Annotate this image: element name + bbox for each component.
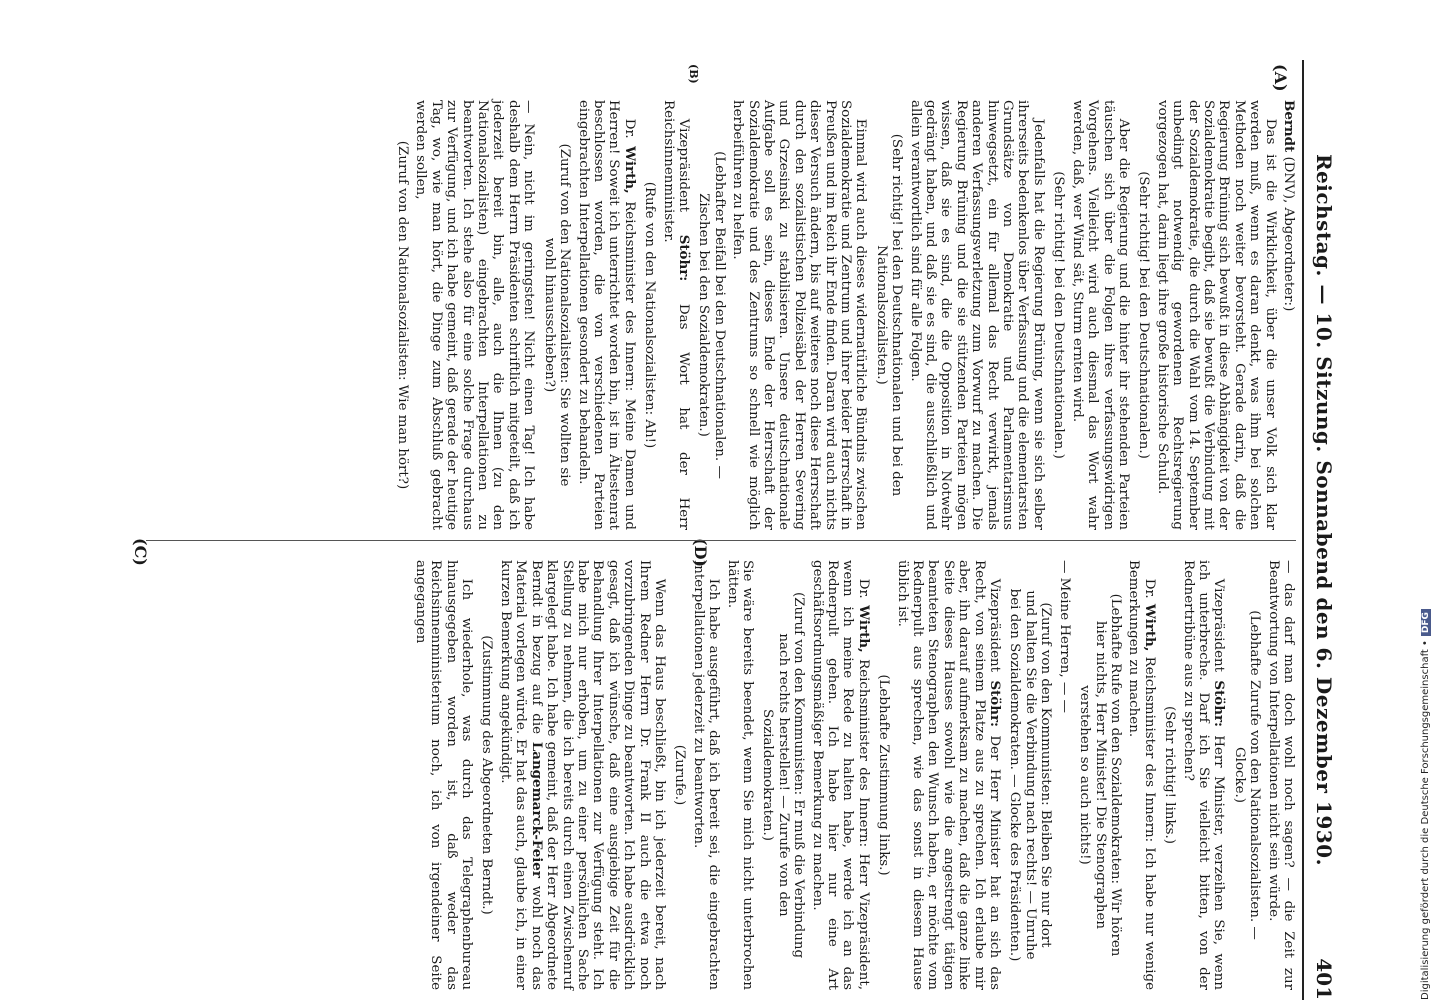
speaker-name: Wirth, xyxy=(1141,603,1158,652)
interjection: (Lebhafte Zustimmung links.) xyxy=(876,674,892,876)
speech-text: Reichsminister des Innern: Meine Damen und Herren! Soweit ich unterrichtet worden bin, ist im Ältestenrat beschlossen worden, die von verschiedenen Parteien eingebrachten Interpellationen gesondert zu behandeln. xyxy=(575,100,637,530)
speaker-title: Dr. xyxy=(1141,578,1157,604)
paragraph: Sie wäre bereits beendet, wenn Sie mich nicht unterbrochen hätten. xyxy=(724,560,755,990)
speaker-name: Wirth, xyxy=(621,146,638,194)
event-name: Langemarck-Feier xyxy=(528,741,545,878)
paragraph: Das ist die Wirklichkeit, über die unser Volk sich klar werden muß, wenn es daran denkt, was ihm bei solchen Methoden noch weiter bevorsteht. Gerade darin, daß die Regierung Brüning sich bewußt in diese Abhängigkeit von der Sozialdemokratie begibt, daß sie bewußt die Verbindung mit der Sozialdemokratie, die durch die Wahl vom 14. September unbedingt notwendig gewordenen Rechtsregierung vorgezogen hat, darin liegt ihre große historische Schuld. xyxy=(1154,100,1278,530)
paragraph: Aber die Regierung und die hinter ihr stehenden Parteien täuschen sich über die Folgen ihres verfassungswidrigen Vorgehens. Vielleicht wird auch diesmal das Wort wahr werden, daß, wer Wind sät, Sturm ernten wird. xyxy=(1069,100,1131,530)
interjection: (Zurufe.) xyxy=(672,744,688,806)
page-title: Reichstag. — 10. Sitzung. Sonnabend den 6. Dezember 1930. xyxy=(1312,153,1336,867)
paragraph: — das darf man doch wohl noch sagen? — die Zeit zur Beantwortung von Interpellationen nicht sein würde. xyxy=(1265,560,1296,990)
speaker-name: Stöhr: xyxy=(1211,680,1228,727)
interjection: (Sehr richtig! bei den Deutschnationalen.) xyxy=(1051,171,1067,459)
interjection: (Sehr richtig! bei den Deutschnationalen.) xyxy=(1136,171,1152,459)
margin-mark-c: (C) xyxy=(131,538,150,566)
speech-text: Reichsminister des Innern: Herr Vizepräsident, wenn ich meine Rede zu halten habe, werde ich an das Rednerpult gehen. Ich habe hier nur eine Art geschäftsordnungsmäßiger Bemerkung zu machen. xyxy=(809,560,871,990)
margin-mark-b: (B) xyxy=(687,64,700,84)
document-page xyxy=(80,60,1340,1000)
paragraph: — Nein, nicht im geringsten! Nicht einen Tag! Ich habe deshalb dem Herrn Präsidenten schriftlich mitgeteilt, daß ich jederzeit bereit bin, alle, auch die Ihnen (zu den Nationalsozialisten) eingebrachten Interpellationen zu beantworten. Ich stehe also für eine solche Frage durchaus zur Verfügung, und ich habe gemeint, daß gerade der heutige Tag, wo, wie man hört, die Dinge zum Abschluß gebracht werden sollen, xyxy=(413,100,537,530)
speaker-role: (DNV), Abgeordneter:) xyxy=(1281,152,1296,312)
margin-mark-d: (D) xyxy=(691,538,710,568)
column-divider xyxy=(146,540,1296,541)
paragraph: Ich habe ausgeführt, daß ich bereit sei, die eingebrachten Interpellationen jederzeit zu beantworten. xyxy=(690,560,722,990)
paragraph xyxy=(809,560,871,990)
right-column xyxy=(409,560,1296,990)
dfg-logo: DFG xyxy=(1421,609,1431,636)
paragraph xyxy=(894,560,1002,990)
interjection: (Rufe von den Nationalsozialisten: Ah!) xyxy=(642,181,658,449)
paragraph xyxy=(498,560,667,990)
speaker-title: Dr. xyxy=(855,578,871,606)
speech-text: Reichsminister des Innern: Ich habe nur wenige Bemerkungen zu machen. xyxy=(1126,560,1157,990)
speaker-name: Berndt xyxy=(1281,100,1297,153)
paragraph xyxy=(1180,560,1226,990)
margin-mark-a: (A) xyxy=(1271,64,1290,92)
speech-text: Herr Minister, verzeihen Sie, wenn ich unterbreche. Darf ich Sie vielleicht bitten, von der Rednertribüne aus zu sprechen? xyxy=(1180,560,1227,990)
page-header xyxy=(1304,60,1340,1000)
interjection: (Lebhafter Beifall bei den Deutschnationalen. — Zischen bei den Sozialdemokraten.) xyxy=(696,151,727,479)
paragraph xyxy=(660,100,691,530)
digitization-text: Digitalisierung gefördert durch die Deutsche Forschungsgemeinschaft • xyxy=(1420,640,1431,1000)
page-number: 401 xyxy=(1312,958,1336,1000)
interjection: (Zuruf von den Nationalsozialisten: Wie man hört?) xyxy=(395,140,411,490)
interjection: (Sehr richtig! bei den Deutschnationalen und bei den Nationalsozialisten.) xyxy=(873,133,905,497)
digitization-note xyxy=(1420,0,1434,1000)
speaker-title: Dr. xyxy=(621,118,637,147)
speech-text: wohl noch das Material vorlegen würde. Er hat das auch, glaube ich, in einer kurzen Bemerkung angekündigt. xyxy=(497,560,544,991)
interjection: (Lebhafte Zurufe von den Nationalsozialisten. — Glocke.) xyxy=(1231,610,1263,940)
speech-text: Das Wort hat der Herr Reichsinnenminister. xyxy=(660,100,691,530)
speech-text: Wenn das Haus beschließt, bin ich jederzeit bereit, nach Ihrem Redner Herrn Dr. Frank II auch die etwa noch vorzubringenden Dinge zu beantworten. Ich habe ausdrücklich gesagt, daß ich wünsche, daß eine ausgiebige Zeit für die Behandlung Ihrer Interpellationen zur Verfügung steht. Ich habe mich nur erhoben, um zu einer persönlichen Sache Stellung zu nehmen, die ich bereits durch einen Zwischenruf klargelegt habe. Ich habe gemeint, daß der Herr Abgeordnete Berndt in bezug auf die xyxy=(528,560,667,990)
paragraph: Jedenfalls hat die Regierung Brüning, wenn sie sich selber ihrerseits bedenkenlos über Verfassung und die elementarsten Grundsätze von Demokratie und Parlamentarismus hinwegsetzt, ein für allemal das Recht verwirkt, jemals anderen Verfassungsverletzung zum Vorwurf zu machen. Die Regierung Brüning und die sie stützenden Parteien mögen wissen, daß sie es sind, die die Opposition in Notwehr gedrängt haben, und daß sie es sind, die ausschließlich und allein verantwortlich sind für alle Folgen. xyxy=(907,100,1046,530)
interjection: (Sehr richtig! links.) xyxy=(1162,706,1178,844)
paragraph xyxy=(575,100,637,530)
interjection: (Zuruf von den Kommunisten: Er muß die Verbindung nach rechts herstellen! — Zurufe von den Sozialdemokraten.) xyxy=(760,591,807,959)
speaker-name: Stöhr: xyxy=(675,234,692,282)
paragraph xyxy=(1126,560,1157,990)
speaker-title: Vizepräsident xyxy=(675,118,691,235)
speaker-title: Vizepräsident xyxy=(987,578,1003,681)
speaker-name: Wirth, xyxy=(855,605,872,653)
left-column xyxy=(390,100,1296,530)
interjection: (Lebhafte Rufe von den Sozialdemokraten: Wir hören hier nichts, Herr Minister! Die Stenographen verstehen so auch nichts!) xyxy=(1077,593,1123,957)
paragraph xyxy=(1281,100,1296,530)
speaker-title: Vizepräsident xyxy=(1211,578,1227,681)
speaker-name: Stöhr: xyxy=(987,680,1004,727)
rotated-page-container xyxy=(80,60,1340,1000)
interjection: (Zuruf von den Nationalsozialisten: Sie wollten sie wohl hinausschieben?) xyxy=(541,143,573,487)
header-rule xyxy=(1302,60,1304,1000)
interjection: (Zuruf von den Kommunisten: Bleiben Sie nur dort und halten Sie die Verbindung nach rechts! — Unruhe bei den Sozialdemokraten. — Glocke des Präsidenten.) xyxy=(1007,588,1054,962)
paragraph: — Meine Herren, — — xyxy=(1056,560,1072,713)
interjection: (Zustimmung des Abgeordneten Berndt.) xyxy=(479,635,495,915)
paragraph: Einmal wird auch dieses widernatürliche Bündnis zwischen Sozialdemokratie und Zentrum und ihrer beider Herrschaft in Preußen und im Reich ihr Ende finden. Daran wird auch nichts dieser Versuch ändern, bis auf weiteres noch diese Herrschaft durch den sozialistischen Polizeisäbel der Herren Severing und Grzesinski zu stabilisieren. Unsere deutschnationale Aufgabe soll es sein, dieses Ende der Herrschaft der Sozialdemokratie und des Zentrums so schnell wie möglich herbeiführen zu helfen. xyxy=(730,100,869,530)
paragraph: Ich wiederhole, was durch das Telegraphenbureau hinausgegeben worden ist, daß weder das Reichsinnenministerium noch, ich von irgendeiner Seite angegangen xyxy=(412,560,475,990)
speech-text: Der Herr Minister hat an sich das Recht, von seinem Platze aus zu sprechen. Ich erlaube mir aber, ihn darauf aufmerksam zu machen, daß die ganze linke Seite dieses Hauses sowohl wie die angestrengt tätigen beamteten Stenographen den Wunsch haben, er möchte vom Rednerpult aus sprechen, wie das sonst in diesem Hause üblich ist. xyxy=(894,560,1003,990)
